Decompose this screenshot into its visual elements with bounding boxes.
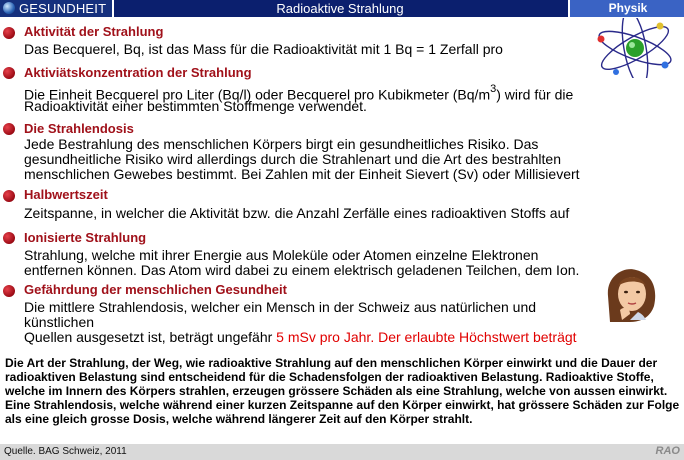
section-text: Quellen ausgesetzt ist, beträgt ungefähr 5 mSv pro Jahr. Der erlaubte Höchstwert beträgt [24,329,577,345]
section-text: Das Becquerel, Bq, ist das Mass für die Radioaktivität mit 1 Bq = 1 Zerfall pro [24,41,503,57]
subject-label: Physik [608,1,648,15]
summary-paragraph: Die Art der Strahlung, der Weg, wie radioaktive Strahlung auf den menschlichen Körper einwirkt und die Dauer der radioaktiven Belastung sind entscheidend für die Schadensfolgen der radioaktiven Belastung. Radioaktive Stoffe, welche im Innern des Körpers strahlen, erzeugen grössere Schäden als eine Strahlung, welche von aussen einwirkt. Eine Strahlendosis, welche während einer kurzen Zeitspanne auf den Körper einwirkt, hat grössere Schäden zur Folge als eine gleich grosse Dosis, welche während längerer Zeit auf den Körper strahlt. [5,356,680,426]
section-heading: Halbwertszeit [24,187,108,202]
top-bar [0,0,684,17]
red-bullet-icon [3,232,15,244]
globe-icon [3,2,15,14]
section-heading: Die Strahlendosis [24,121,134,136]
category-label: GESUNDHEIT [19,1,107,16]
section-heading: Gefährdung der menschlichen Gesundheit [24,282,287,297]
rao-logo: RAO [655,445,680,457]
red-bullet-icon [3,190,15,202]
section-text: gesundheitliche Risiko wird allerdings durch die Strahlenart und die Art des bestrahlten [24,151,561,167]
source-citation: Quelle. BAG Schweiz, 2011 [4,446,127,457]
section-text: Strahlung, welche mit ihrer Energie aus Moleküle oder Atomen einzelne Elektronen [24,247,539,263]
section-heading: Aktiviätskonzentration der Strahlung [24,65,252,80]
subject-tab[interactable] [568,0,684,17]
red-bullet-icon [3,27,15,39]
section-text: Jede Bestrahlung des menschlichen Körpers birgt ein gesundheitliches Risiko. Das [24,136,539,152]
section-heading: Aktivität der Strahlung [24,24,164,39]
section-heading: Ionisierte Strahlung [24,230,147,245]
section-text: Zeitspanne, in welcher die Aktivität bzw. die Anzahl Zerfälle eines radioaktiven Stoffs auf [24,205,570,221]
red-bullet-icon [3,123,15,135]
section-text: Radioaktivität einer bestimmten Stoffmenge verwendet. [24,98,367,114]
category-tab[interactable] [0,0,114,17]
section-text: Die Einheit Becquerel pro Liter (Bq/l) oder Becquerel pro Kubikmeter $(Bq/m^3)$ wird für die [24,83,574,103]
red-bullet-icon [3,285,15,297]
exponent: 3 [490,83,497,95]
section-text: Die mittlere Strahlendosis, welcher ein Mensch in der Schweiz aus natürlichen und [24,299,537,315]
section-text: menschlichen Gewebes bestimmt. Bei Zahlen mit der Einheit Sievert (Sv) oder Millisievert [24,166,580,182]
section-text: künstlichen [24,314,95,330]
dose-highlight: 5 mSv pro Jahr. Der erlaubte Höchstwert beträgt [276,329,577,345]
section-text: entfernen können. Das Atom wird dabei zu einem elektrisch geladenen Teilchen, dem Ion. [24,262,580,278]
red-bullet-icon [3,67,15,79]
thinking-woman-illustration [600,266,662,322]
atom-illustration [592,18,678,78]
page-title: Radioaktive Strahlung [276,1,404,16]
footer [0,444,684,460]
